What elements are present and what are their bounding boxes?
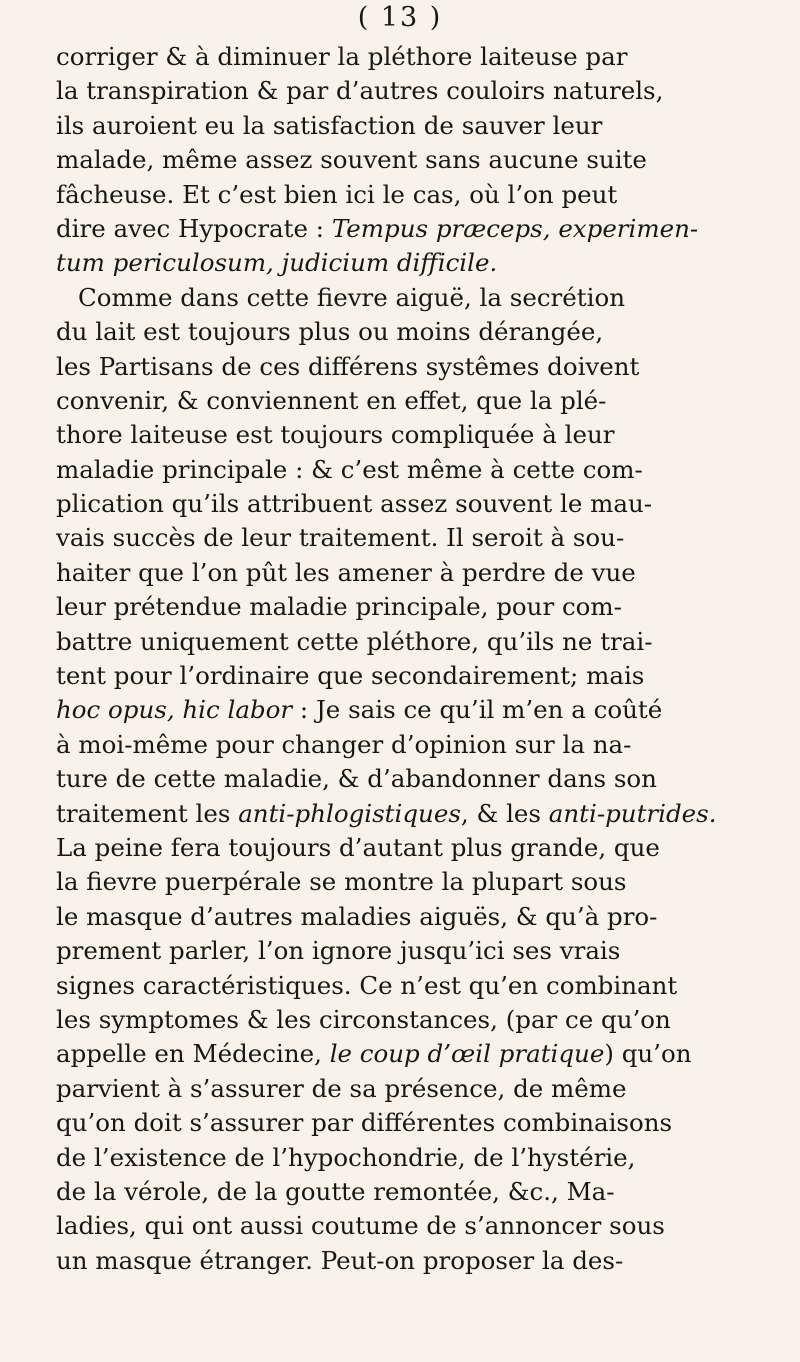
text-line: [56, 625, 800, 659]
text-run: fâcheuse. Et c’est bien ici le cas, où l’on peut: [56, 179, 618, 209]
text-run: le masque d’autres maladies aiguës, & qu’à pro-: [56, 901, 658, 931]
text-run: à moi-même pour changer d’opinion sur la na-: [56, 729, 632, 759]
text-run: de l’existence de l’hypochondrie, de l’hystérie,: [56, 1142, 636, 1172]
text-run: traitement les: [56, 798, 239, 828]
text-run: de la vérole, de la goutte remontée, &c., Ma-: [56, 1176, 615, 1206]
text-line: [56, 1106, 800, 1140]
italic-text: le coup d’œil pratique: [329, 1039, 605, 1069]
text-run: la transpiration & par d’autres couloirs naturels,: [56, 76, 664, 106]
italic-text: anti-putrides.: [548, 798, 717, 828]
text-run: corriger & à diminuer la pléthore laiteuse par: [56, 42, 628, 71]
text-line: [56, 693, 800, 727]
text-run: plication qu’ils attribuent assez souvent le mau-: [56, 489, 653, 519]
text-run: tent pour l’ordinaire que secondairement; mais: [56, 661, 645, 691]
text-line: [56, 109, 800, 143]
text-run: haiter que l’on pût les amener à perdre de vue: [56, 557, 636, 587]
text-line: [56, 315, 800, 349]
text-run: dire avec Hypocrate :: [56, 213, 332, 243]
text-run: maladie principale : & c’est même à cette com-: [56, 454, 643, 484]
text-run: la fievre puerpérale se montre la plupart sous: [56, 867, 627, 897]
text-line: [56, 659, 800, 693]
text-run: ladies, qui ont aussi coutume de s’annoncer sous: [56, 1211, 665, 1241]
text-run: leur prétendue maladie principale, pour com-: [56, 592, 622, 622]
italic-text: tum periculosum, judicium difficile.: [56, 248, 498, 278]
text-line: [56, 487, 800, 521]
text-run: les symptomes & les circonstances, (par ce qu’on: [56, 1004, 671, 1034]
text-run: thore laiteuse est toujours compliquée à leur: [56, 420, 615, 450]
text-run: , & les: [460, 798, 549, 828]
text-run: appelle en Médecine,: [56, 1039, 330, 1069]
text-run: ils auroient eu la satisfaction de sauver leur: [56, 110, 603, 140]
text-line: [56, 1175, 800, 1209]
text-line: [56, 762, 800, 796]
text-line: [56, 556, 800, 590]
text-line: [56, 1072, 800, 1106]
text-line: [56, 865, 800, 899]
text-line: [56, 934, 800, 968]
text-line: [56, 350, 800, 384]
text-run: battre uniquement cette pléthore, qu’ils ne trai-: [56, 626, 653, 656]
text-run: un masque étranger. Peut-on proposer la des-: [56, 1245, 624, 1275]
text-line: [56, 178, 800, 212]
text-line: [56, 1209, 800, 1243]
text-line: [56, 797, 800, 831]
text-run: les Partisans de ces différens systêmes doivent: [56, 351, 640, 381]
text-run: malade, même assez souvent sans aucune suite: [56, 145, 647, 175]
text-run: qu’on doit s’assurer par différentes combinaisons: [56, 1108, 673, 1138]
body-text: [56, 40, 800, 1278]
text-line: [56, 969, 800, 1003]
text-line: [56, 1003, 800, 1037]
text-run: vais succès de leur traitement. Il seroit à sou-: [56, 523, 625, 553]
text-run: signes caractéristiques. Ce n’est qu’en combinant: [56, 970, 678, 1000]
text-line: [56, 212, 800, 246]
text-line: [56, 281, 800, 315]
italic-text: anti-phlogistiques: [238, 798, 461, 828]
text-run: du lait est toujours plus ou moins dérangée,: [56, 317, 604, 347]
text-run: La peine fera toujours d’autant plus grande, que: [56, 832, 660, 862]
text-run: : Je sais ce qu’il m’en a coûté: [292, 695, 663, 725]
text-run: Comme dans cette fievre aiguë, la secrétion: [78, 282, 625, 312]
text-line: [56, 418, 800, 452]
text-line: [56, 900, 800, 934]
text-line: [56, 384, 800, 418]
text-line: [56, 831, 800, 865]
page-number: ( 13 ): [357, 2, 443, 33]
text-run: convenir, & conviennent en effet, que la plé-: [56, 385, 607, 415]
italic-text: hoc opus, hic labor: [56, 695, 293, 725]
text-line: [56, 521, 800, 555]
text-line: [56, 453, 800, 487]
text-line: [56, 1244, 800, 1278]
italic-text: Tempus præceps, experimen-: [331, 213, 699, 243]
text-run: prement parler, l’on ignore jusqu’ici ses vrais: [56, 936, 621, 966]
text-line: [56, 728, 800, 762]
text-run: ture de cette maladie, & d’abandonner dans son: [56, 764, 657, 794]
text-line: [56, 1141, 800, 1175]
text-line: [56, 590, 800, 624]
text-run: ) qu’on: [604, 1039, 692, 1069]
text-line: [56, 40, 800, 74]
text-run: parvient à s’assurer de sa présence, de même: [56, 1073, 627, 1103]
text-line: [56, 74, 800, 108]
text-line: [56, 246, 800, 280]
text-line: [56, 1037, 800, 1071]
text-line: [56, 143, 800, 177]
